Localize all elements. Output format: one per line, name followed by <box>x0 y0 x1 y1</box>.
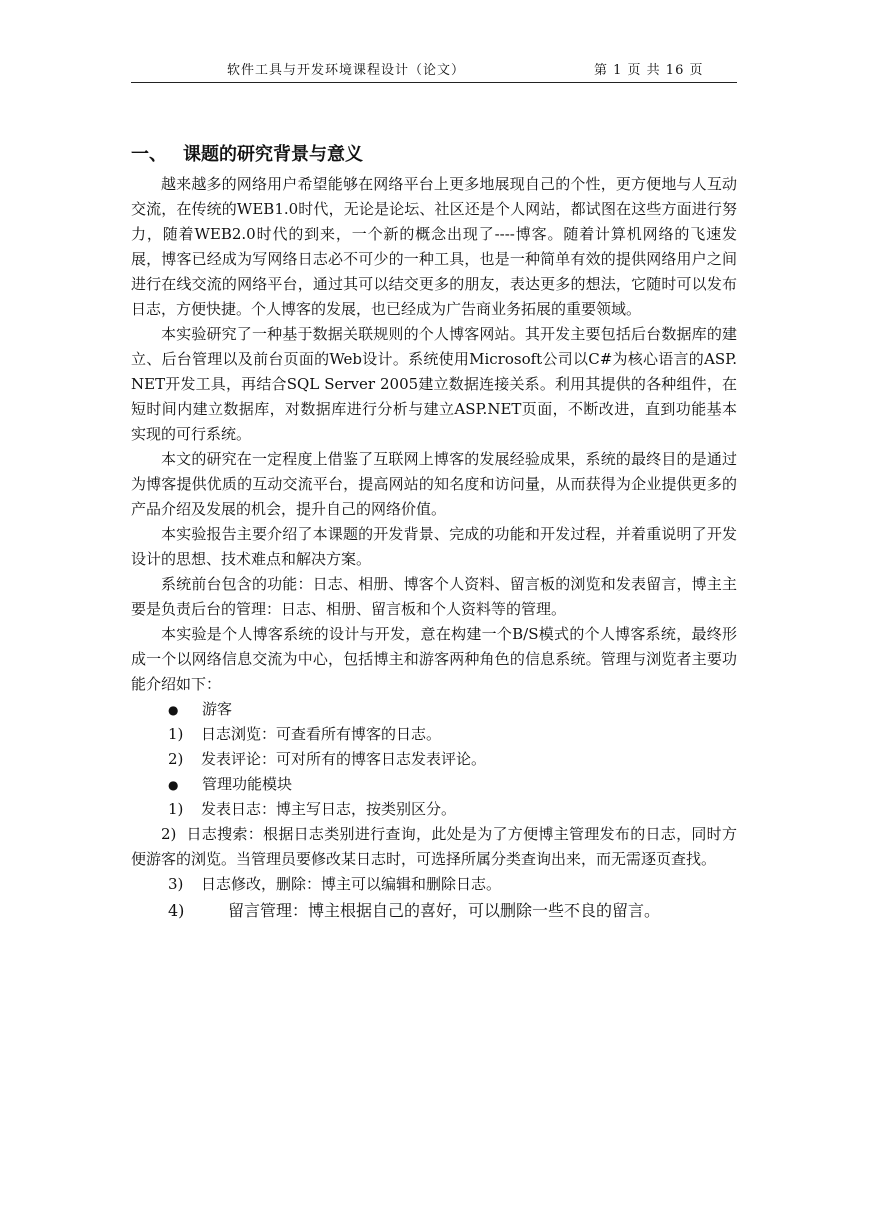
header-title: 软件工具与开发环境课程设计（论文） <box>227 63 466 78</box>
list-item-index: 2) <box>161 825 177 843</box>
list-item-index: 1) <box>168 800 184 818</box>
document-body <box>131 140 737 925</box>
section-number: 一、 <box>131 144 167 165</box>
list-item-index: 3) <box>168 875 184 893</box>
list-item-text: 发表评论：可对所有的博客日志发表评论。 <box>201 750 487 768</box>
list-item <box>131 747 737 772</box>
list-item-index: 4) <box>168 901 185 920</box>
paragraph-frontend-functions: 系统前台包含的功能：日志、相册、博客个人资料、留言板的浏览和发表留言，博主主要是负责后台的管理：日志、相册、留言板和个人资料等的管理。 <box>131 575 737 618</box>
bullet-label: 游客 <box>202 700 233 718</box>
list-item <box>131 872 737 897</box>
paragraph-report-summary: 本实验报告主要介绍了本课题的开发背景、完成的功能和开发过程，并着重说明了开发设计的思想、技术难点和解决方案。 <box>131 525 737 568</box>
list-item-text: 日志修改，删除：博主可以编辑和删除日志。 <box>201 875 502 893</box>
page-header <box>131 62 737 83</box>
list-item <box>131 897 737 925</box>
list-item-search <box>131 822 737 872</box>
paragraph-purpose: 本文的研究在一定程度上借鉴了互联网上博客的发展经验成果，系统的最终目的是通过为博客提供优质的互动交流平台，提高网站的知名度和访问量，从而获得为企业提供更多的产品介绍及发展的机会，提升自己的网络价值。 <box>131 450 737 518</box>
list-item-text: 发表日志：博主写日志，按类别区分。 <box>201 800 457 818</box>
section-title: 课题的研究背景与意义 <box>183 144 363 165</box>
list-item-text: 日志搜索：根据日志类别进行查询，此处是为了方便博主管理发布的日志，同时方便游客的浏览。当管理员要修改某日志时，可选择所属分类查询出来，而无需逐页查找。 <box>131 825 737 868</box>
paragraph-overview: 本实验研究了一种基于数据关联规则的个人博客网站。其开发主要包括后台数据库的建立、后台管理以及前台页面的Web设计。系统使用Microsoft公司以C#为核心语言的ASP.NET开发工具，再结合SQL Server 2005建立数据连接关系。利用其提供的各种组件，在短时间内建立数据库，对数据库进行分析与建立ASP.NET页面，不断改进，直到功能基本实现的可行系统。 <box>131 325 737 443</box>
section-heading <box>131 140 737 170</box>
list-item-text: 留言管理：博主根据自己的喜好，可以删除一些不良的留言。 <box>228 901 661 920</box>
bullet-mark: ● <box>168 703 179 717</box>
list-item-index: 2) <box>168 750 184 768</box>
bullet-admin <box>131 772 737 797</box>
paragraph-background: 越来越多的网络用户希望能够在网络平台上更多地展现自己的个性，更方便地与人互动交流，在传统的WEB1.0时代，无论是论坛、社区还是个人网站，都试图在这些方面进行努力，随着WEB2.0时代的到来，一个新的概念出现了----博客。随着计算机网络的飞速发展，博客已经成为写网络日志必不可少的一种工具，也是一种简单有效的提供网络用户之间进行在线交流的网络平台，通过其可以结交更多的朋友，表达更多的想法，它随时可以发布日志，方便快捷。个人博客的发展，也已经成为广告商业务拓展的重要领域。 <box>131 175 737 318</box>
list-item <box>131 722 737 747</box>
header-page-info: 第 1 页 共 16 页 <box>594 63 704 78</box>
bullet-mark: ● <box>168 778 179 792</box>
bullet-guest <box>131 697 737 722</box>
list-item-index: 1) <box>168 725 184 743</box>
list-item-text: 日志浏览：可查看所有博客的日志。 <box>201 725 442 743</box>
list-item <box>131 797 737 822</box>
paragraph-system-intro: 本实验是个人博客系统的设计与开发，意在构建一个B/S模式的个人博客系统，最终形成一个以网络信息交流为中心，包括博主和游客两种角色的信息系统。管理与浏览者主要功能介绍如下： <box>131 625 737 693</box>
bullet-label: 管理功能模块 <box>202 775 293 793</box>
